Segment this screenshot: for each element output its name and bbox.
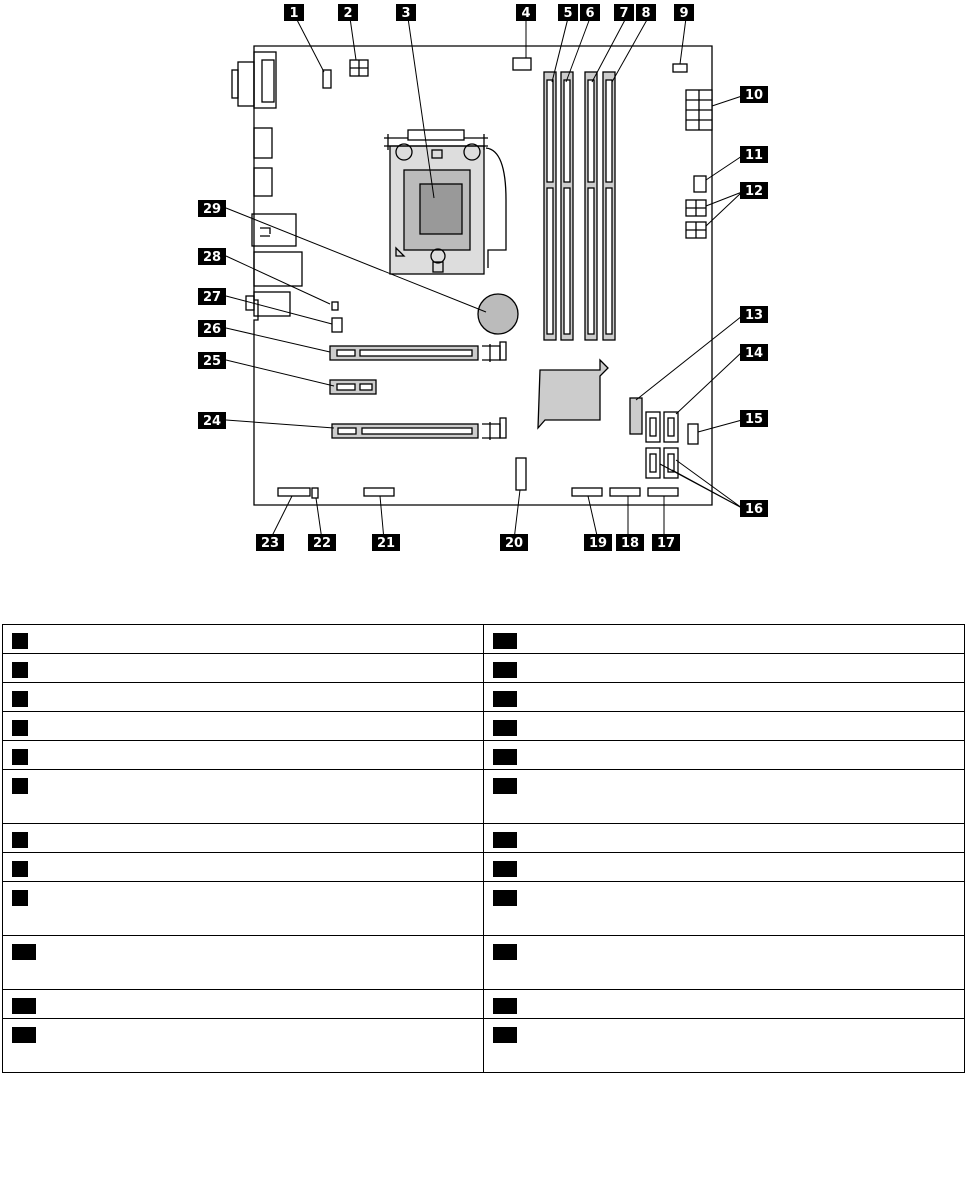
- dimm-slots: [544, 72, 615, 340]
- coin-cell-battery: [478, 294, 518, 334]
- callout-text: 10: [744, 88, 764, 103]
- callout-12: [740, 182, 768, 199]
- legend-cell-right: [484, 936, 965, 990]
- callout-29: [198, 200, 226, 217]
- legend-row: [3, 882, 965, 936]
- legend-cell-left: [3, 824, 484, 853]
- legend-cell-right: [484, 654, 965, 683]
- sata-16a: [646, 412, 660, 442]
- pcie-slot-26: [330, 342, 506, 362]
- callout-24: [198, 412, 226, 429]
- legend-marker: [493, 633, 517, 649]
- legend-marker: [493, 998, 517, 1014]
- audio-port-block: [254, 252, 302, 286]
- header-18: [610, 488, 640, 496]
- board-outline: [254, 46, 712, 505]
- header-1: [323, 70, 331, 88]
- chipset: [538, 360, 608, 428]
- legend-row: [3, 824, 965, 853]
- legend-cell-right: [484, 882, 965, 936]
- legend-cell-right: [484, 683, 965, 712]
- legend-cell-right: [484, 990, 965, 1019]
- header-20: [516, 458, 526, 490]
- legend-marker: [493, 749, 517, 765]
- callout-text: 19: [588, 536, 608, 551]
- callout-text: 3: [401, 6, 411, 21]
- legend-marker: [493, 720, 517, 736]
- header-23: [278, 488, 310, 496]
- callout-13: [740, 306, 768, 323]
- legend-marker: [12, 749, 28, 765]
- legend-marker: [12, 778, 28, 794]
- ethernet-port: [252, 214, 296, 246]
- legend-marker: [12, 691, 28, 707]
- callout-text: 1: [289, 6, 299, 21]
- legend-cell-left: [3, 654, 484, 683]
- callout-text: 6: [585, 6, 595, 21]
- legend-marker: [12, 832, 28, 848]
- pcie-slot-24: [332, 418, 506, 440]
- callout-text: 29: [202, 202, 222, 217]
- legend-row: [3, 990, 965, 1019]
- legend-marker: [493, 778, 517, 794]
- header-19: [572, 488, 602, 496]
- callout-text: 8: [641, 6, 651, 21]
- callout-text: 18: [620, 536, 640, 551]
- legend-marker: [493, 691, 517, 707]
- legend-row: [3, 936, 965, 990]
- legend-cell-left: [3, 853, 484, 882]
- callout-26: [198, 320, 226, 337]
- header-22: [312, 488, 318, 498]
- legend-cell-left: [3, 770, 484, 824]
- legend-cell-right: [484, 741, 965, 770]
- legend-cell-right: [484, 712, 965, 741]
- callout-text: 27: [202, 290, 222, 305]
- callout-16: [740, 500, 768, 517]
- sata-14: [664, 412, 678, 442]
- callout-23: [256, 534, 284, 551]
- legend-marker: [12, 633, 28, 649]
- legend-marker: [12, 662, 28, 678]
- legend-row: [3, 654, 965, 683]
- callout-text: 17: [656, 536, 676, 551]
- header-17: [648, 488, 678, 496]
- callout-14: [740, 344, 768, 361]
- callout-25: [198, 352, 226, 369]
- header-28: [332, 302, 338, 310]
- callout-text: 21: [376, 536, 396, 551]
- legend-marker: [493, 1027, 517, 1043]
- callout-labels: [198, 4, 768, 551]
- legend-cell-right: [484, 853, 965, 882]
- legend-cell-right: [484, 625, 965, 654]
- callout-19: [584, 534, 612, 551]
- callout-text: 11: [744, 148, 764, 163]
- legend-row: [3, 853, 965, 882]
- legend-cell-left: [3, 882, 484, 936]
- legend-cell-left: [3, 990, 484, 1019]
- callout-3: [396, 4, 416, 21]
- legend-marker: [12, 861, 28, 877]
- callout-7: [614, 4, 634, 21]
- legend-cell-left: [3, 1019, 484, 1073]
- callout-text: 14: [744, 346, 764, 361]
- legend-marker: [493, 944, 517, 960]
- callout-27: [198, 288, 226, 305]
- legend-marker: [493, 861, 517, 877]
- legend-cell-right: [484, 1019, 965, 1073]
- legend-marker: [493, 890, 517, 906]
- usb-port-pair-1: [254, 128, 272, 158]
- legend-marker: [12, 1027, 36, 1043]
- legend-marker: [493, 662, 517, 678]
- callout-text: 12: [744, 184, 764, 199]
- callout-text: 13: [744, 308, 764, 323]
- header-15: [688, 424, 698, 444]
- serial-port: [238, 62, 254, 106]
- callout-8: [636, 4, 656, 21]
- header-11: [694, 176, 706, 192]
- header-27: [332, 318, 342, 332]
- callout-2: [338, 4, 358, 21]
- cpu-lever: [486, 148, 506, 268]
- callout-21: [372, 534, 400, 551]
- callout-6: [580, 4, 600, 21]
- header-21: [364, 488, 394, 496]
- callout-1: [284, 4, 304, 21]
- legend-row: [3, 741, 965, 770]
- legend-marker: [12, 890, 28, 906]
- callout-text: 20: [504, 536, 524, 551]
- legend-row: [3, 1019, 965, 1073]
- legend-cell-left: [3, 625, 484, 654]
- callout-text: 2: [343, 6, 353, 21]
- callout-text: 28: [202, 250, 222, 265]
- callout-9: [674, 4, 694, 21]
- callout-18: [616, 534, 644, 551]
- callout-15: [740, 410, 768, 427]
- callout-5: [558, 4, 578, 21]
- audio-jacks: [254, 292, 290, 316]
- connector-13: [630, 398, 642, 434]
- legend-cell-right: [484, 824, 965, 853]
- usb-port-pair-2: [254, 168, 272, 196]
- pcie-slot-25: [330, 380, 376, 394]
- sata-16c: [664, 448, 678, 478]
- legend-marker: [12, 944, 36, 960]
- callout-text: 5: [563, 6, 573, 21]
- callout-text: 22: [312, 536, 332, 551]
- legend-cell-left: [3, 741, 484, 770]
- legend-marker: [493, 832, 517, 848]
- legend-cell-left: [3, 712, 484, 741]
- legend-row: [3, 683, 965, 712]
- callout-20: [500, 534, 528, 551]
- callout-text: 15: [744, 412, 764, 427]
- callout-4: [516, 4, 536, 21]
- legend-row: [3, 712, 965, 741]
- callout-10: [740, 86, 768, 103]
- callout-text: 26: [202, 322, 222, 337]
- legend-table: [2, 624, 965, 1073]
- legend-cell-left: [3, 683, 484, 712]
- legend-marker: [12, 998, 36, 1014]
- callout-28: [198, 248, 226, 265]
- header-9: [673, 64, 687, 72]
- fan-connector-4: [513, 58, 531, 70]
- callout-17: [652, 534, 680, 551]
- callout-22: [308, 534, 336, 551]
- callout-text: 16: [744, 502, 764, 517]
- callout-11: [740, 146, 768, 163]
- callout-text: 24: [202, 414, 222, 429]
- sata-16b: [646, 448, 660, 478]
- cpu: [420, 184, 462, 234]
- legend-row: [3, 625, 965, 654]
- callout-text: 4: [521, 6, 531, 21]
- callout-text: 7: [619, 6, 629, 21]
- legend-row: [3, 770, 965, 824]
- callout-text: 25: [202, 354, 222, 369]
- legend-cell-right: [484, 770, 965, 824]
- legend-cell-left: [3, 936, 484, 990]
- callout-text: 23: [260, 536, 280, 551]
- legend-marker: [12, 720, 28, 736]
- callout-text: 9: [679, 6, 689, 21]
